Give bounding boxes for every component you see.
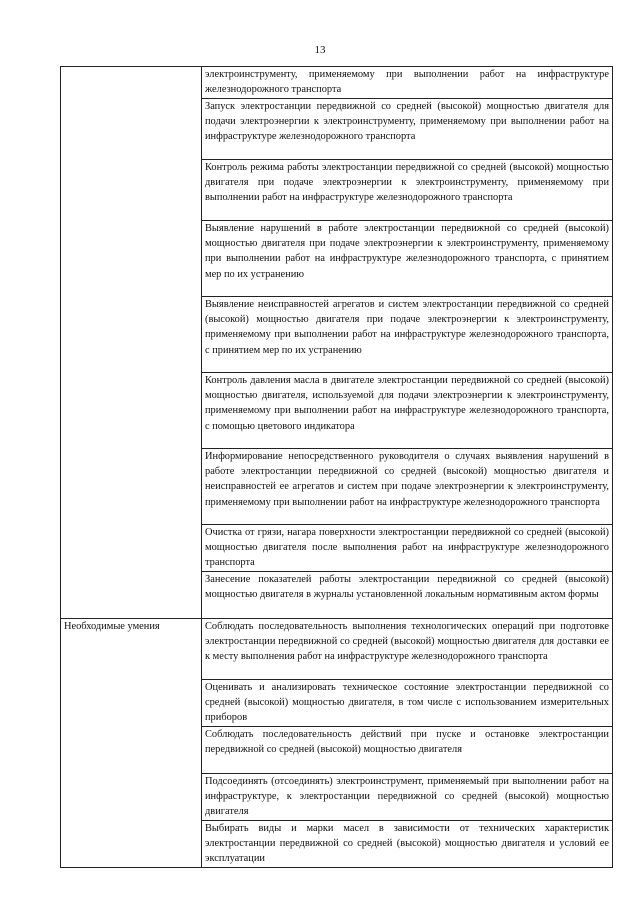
skill-text: Соблюдать последовательность действий при пуске и остановке электростанции передвижной со средней (высокой) мощностью двигателя [205,729,609,756]
table-cell [202,373,613,449]
section-label: Необходимые умения [64,621,160,632]
skill-text: Соблюдать последовательность выполнения технологических операций при подготовке электростанции передвижной со средней (высокой) мощностью двигателя для доставки ее к месту выполнения работ на инфраструктуре железнодорожного транспорта [205,621,609,663]
requirements-table [60,66,613,868]
skill-text: Выбирать виды и марки масел в зависимости от технических характеристик электростанции передвижной со средней (высокой) мощностью двигателя и условий ее эксплуатации [205,823,609,865]
table-cell [202,680,613,727]
labor-action-text: Контроль давления масла в двигателе электростанции передвижной со средней (высокой) мощностью двигателя, используемой для подачи электроэнергии к электроинструменту, применяемому при выполнении работ на инфраструктуре железнодорожного транспорта, с помощью цветового индикатора [205,375,609,432]
labor-action-text: Запуск электростанции передвижной со средней (высокой) мощностью двигателя для подачи электроэнергии к электроинструменту, применяемому при выполнении работ на инфраструктуре железнодорожного транспорта [205,101,609,143]
labor-action-text: Информирование непосредственного руководителя о случаях выявления нарушений в работе электростанции передвижной со средней (высокой) мощностью двигателя и неисправностей ее агрегатов и систем при подаче электроэнергии к электроинструменту, применяемому при выполнении работ на инфраструктуре железнодорожного транспорта [205,451,609,508]
labor-action-text: Контроль режима работы электростанции передвижной со средней (высокой) мощностью двигателя при подаче электроэнергии к электроинструменту, применяемому при выполнении работ на инфраструктуре железнодорожного транспорта [205,162,609,204]
table-cell [202,449,613,525]
skill-text: Оценивать и анализировать техническое состояние электростанции передвижной со средней (высокой) мощностью двигателя, в том числе с использованием измерительных приборов [205,682,609,724]
table-cell [202,67,613,99]
table-cell [202,525,613,572]
table-cell [202,297,613,373]
labor-action-text: Занесение показателей работы электростанции передвижной со средней (высокой) мощностью двигателя в журналы установленной локальным нормативным актом формы [205,574,609,601]
table-cell [202,572,613,619]
table-cell [202,821,613,868]
skill-text: Подсоединять (отсоединять) электроинструмент, применяемый при выполнении работ на инфраструктуре, к электростанции передвижной со средней (высокой) мощностью двигателя [205,776,609,818]
table-cell [202,774,613,821]
table-cell [202,99,613,160]
labor-action-text: Выявление нарушений в работе электростанции передвижной со средней (высокой) мощностью двигателя при подаче электроэнергии к электроинструменту, применяемому при выполнении работ на инфраструктуре железнодорожного транспорта, с принятием мер по их устранению [205,223,609,280]
table-cell [202,221,613,297]
table-row [61,67,613,99]
labor-action-text: Выявление неисправностей агрегатов и систем электростанции передвижной со средней (высокой) мощностью двигателя при подаче электроэнергии к электроинструменту, применяемому при выполнении работ на инфраструктуре железнодорожного транспорта, с принятием мер по их устранению [205,299,609,356]
table-row [61,619,613,680]
table-cell [202,727,613,774]
table-cell [202,619,613,680]
labor-action-text: электроинструменту, применяемому при выполнении работ на инфраструктуре железнодорожного транспорта [205,69,609,96]
labor-action-text: Очистка от грязи, нагара поверхности электростанции передвижной со средней (высокой) мощностью двигателя после выполнения работ на инфраструктуре железнодорожного транспорта [205,527,609,569]
section-label-cell [61,67,202,619]
page-number: 13 [314,44,326,56]
table-cell [202,160,613,221]
section-label-cell [61,619,202,868]
